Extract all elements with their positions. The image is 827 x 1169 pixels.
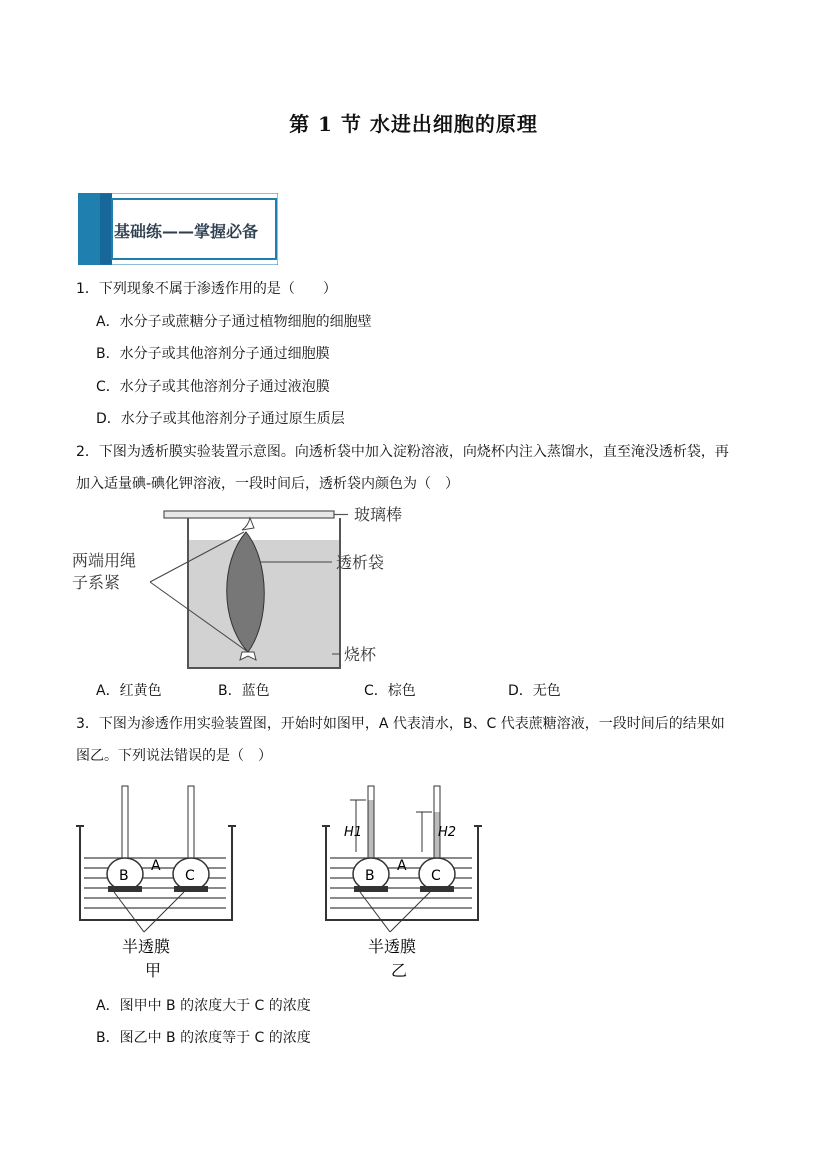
label-beaker: 烧杯: [344, 645, 377, 664]
q2-option-a: A．红黄色: [96, 683, 162, 699]
q3-option-a: A．图甲中 B 的浓度大于 C 的浓度: [96, 998, 311, 1014]
label-b-yi: B: [365, 868, 375, 884]
label-c-jia: C: [185, 868, 195, 884]
q1-option-c: C．水分子或其他溶剂分子通过液泡膜: [96, 379, 330, 395]
section-banner: [78, 193, 278, 265]
page-title: 第 1 节 水进出细胞的原理: [289, 112, 538, 136]
osmosis-figure-yi: [320, 782, 490, 982]
label-b-jia: B: [119, 868, 129, 884]
label-membrane-yi: 半透膜: [368, 937, 417, 956]
label-h2: H2: [438, 825, 457, 840]
label-fig-jia: 甲: [145, 961, 162, 980]
label-tie-line-1: 两端用绳: [72, 551, 137, 570]
q1-option-a: A．水分子或蔗糖分子通过植物细胞的细胞壁: [96, 314, 372, 330]
q2-option-b: B．蓝色: [218, 683, 270, 699]
label-glass-rod: 玻璃棒: [354, 505, 403, 524]
label-dialysis-bag: 透析袋: [336, 553, 385, 572]
label-membrane-jia: 半透膜: [122, 937, 171, 956]
label-fig-yi: 乙: [391, 961, 408, 980]
question-2-stem-line-2: 加入适量碘-碘化钾溶液，一段时间后，透析袋内颜色为（ ）: [76, 476, 460, 492]
section-banner-label: 基础练——掌握必备: [114, 222, 259, 241]
osmosis-figure-jia: [74, 782, 244, 982]
q2-option-d: D．无色: [508, 683, 561, 699]
label-c-yi: C: [431, 868, 441, 884]
label-a-yi: A: [397, 858, 407, 874]
label-a-jia: A: [151, 858, 161, 874]
question-1-stem: 1．下列现象不属于渗透作用的是（ ）: [76, 281, 337, 297]
label-h1: H1: [344, 825, 363, 840]
question-3-stem-line-1: 3．下图为渗透作用实验装置图，开始时如图甲，A 代表清水，B、C 代表蔗糖溶液，一段时间后的结果如: [76, 716, 725, 732]
glass-rod: [164, 511, 334, 518]
label-tie-line-2: 子系紧: [72, 573, 121, 592]
question-2-stem-line-1: 2．下图为透析膜实验装置示意图。向透析袋中加入淀粉溶液，向烧杯内注入蒸馏水，直至淹没透析袋，再: [76, 444, 729, 460]
q1-option-b: B．水分子或其他溶剂分子通过细胞膜: [96, 346, 330, 362]
q2-option-c: C．棕色: [364, 683, 416, 699]
q3-option-b: B．图乙中 B 的浓度等于 C 的浓度: [96, 1030, 311, 1046]
dialysis-figure: [70, 502, 410, 674]
question-3-stem-line-2: 图乙。下列说法错误的是（ ）: [76, 748, 272, 764]
q1-option-d: D．水分子或其他溶剂分子通过原生质层: [96, 411, 345, 427]
